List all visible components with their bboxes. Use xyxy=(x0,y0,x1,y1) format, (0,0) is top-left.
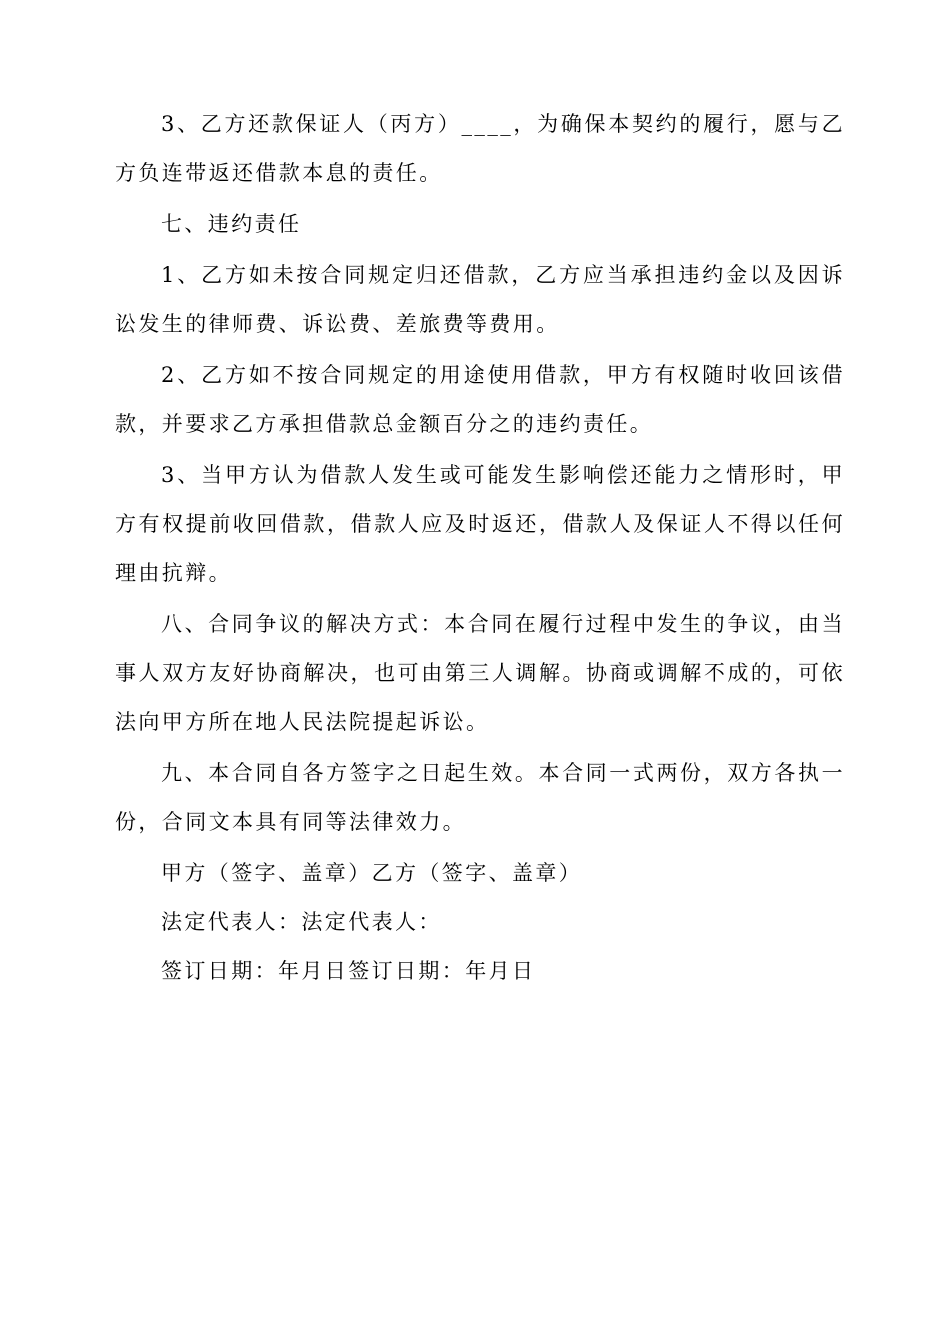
section-heading-breach-liability: 七、违约责任 xyxy=(161,212,302,236)
document-body xyxy=(115,100,845,996)
paragraph-dispute-resolution: 八、合同争议的解决方式：本合同在履行过程中发生的争议，由当事人双方友好协商解决，也可由第三人调解。协商或调解不成的，可依法向甲方所在地人民法院提起诉讼。 xyxy=(115,612,845,734)
paragraph-breach-clause-1: 1、乙方如未按合同规定归还借款，乙方应当承担违约金以及因诉讼发生的律师费、诉讼费、差旅费等费用。 xyxy=(115,263,845,336)
paragraph-breach-clause-2: 2、乙方如不按合同规定的用途使用借款，甲方有权随时收回该借款，并要求乙方承担借款总金额百分之的违约责任。 xyxy=(115,363,845,436)
paragraph-guarantor-clause: 3、乙方还款保证人（丙方）____，为确保本契约的履行，愿与乙方负连带返还借款本息的责任。 xyxy=(115,112,845,185)
signature-line-dates: 签订日期：年月日签订日期：年月日 xyxy=(161,959,536,983)
paragraph-breach-clause-3: 3、当甲方认为借款人发生或可能发生影响偿还能力之情形时，甲方有权提前收回借款，借款人应及时返还，借款人及保证人不得以任何理由抗辩。 xyxy=(115,463,845,585)
signature-line-representatives: 法定代表人：法定代表人： xyxy=(161,910,442,934)
paragraph-effectiveness: 九、本合同自各方签字之日起生效。本合同一式两份，双方各执一份，合同文本具有同等法律效力。 xyxy=(115,761,845,834)
signature-line-parties: 甲方（签字、盖章）乙方（签字、盖章） xyxy=(161,861,583,885)
